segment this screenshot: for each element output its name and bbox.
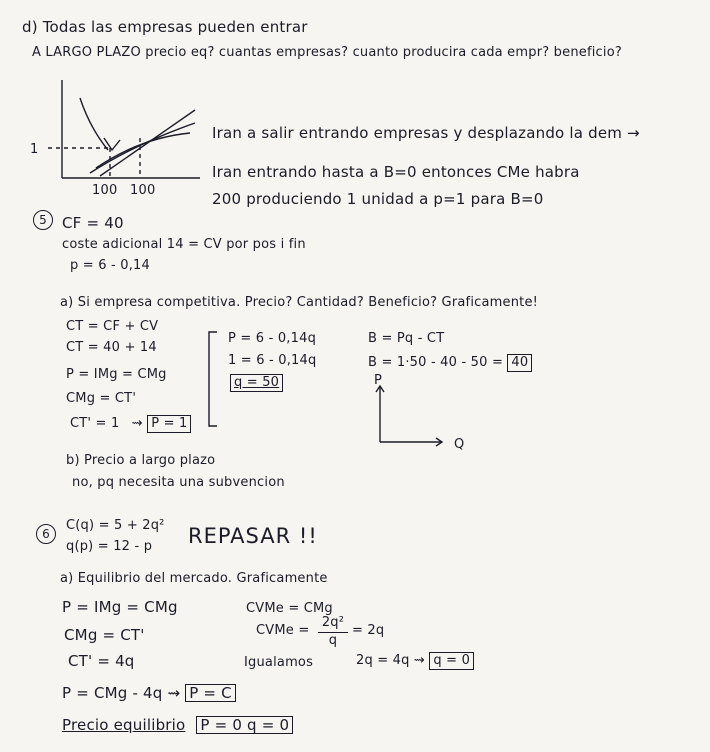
- p5-cf: CF = 40: [62, 214, 124, 232]
- p5-b1: B = Pq - CT: [368, 331, 445, 346]
- section-d-note-1: Iran a salir entrando empresas y desplazando la dem →: [212, 124, 640, 142]
- p6-p-img: P = IMg = CMg: [62, 598, 178, 616]
- p6-ct-prime: CT' = 4q: [68, 652, 135, 670]
- problem-5-number: 5: [33, 210, 53, 230]
- p5-ct1: CT = CF + CV: [66, 319, 159, 334]
- p6-cvme-cmg: CVMe = CMg: [246, 601, 333, 616]
- p6-iguala-eq: 2q = 4q ⇝: [356, 653, 426, 668]
- p6-qp: q(p) = 12 - p: [66, 539, 153, 554]
- p6-frac-den: q: [328, 633, 338, 648]
- p5-one-line: 1 = 6 - 0,14q: [228, 353, 317, 368]
- p5-b2-line: [368, 354, 532, 372]
- p5-ct2: CT = 40 + 14: [66, 340, 157, 355]
- p5-ct-prime-text: CT' = 1: [70, 416, 120, 431]
- p5-part-b-answer: no, pq necesita una subvencion: [72, 475, 285, 490]
- p5-brace: [205, 330, 219, 430]
- p6-p-line: [62, 684, 236, 702]
- p6-cvme-label: CVMe =: [256, 623, 310, 638]
- squiggle-arrow-icon: ⇝: [131, 416, 143, 431]
- section-d-note-3: 200 produciendo 1 unidad a p=1 para B=0: [212, 190, 544, 208]
- p6-iguala: Igualamos: [244, 655, 314, 670]
- p6-precio-eq-line: [62, 716, 293, 734]
- p5-q-result: [230, 374, 283, 392]
- section-d-note-2: Iran entrando hasta a B=0 entonces CMe habra: [212, 163, 580, 181]
- p6-precio-box: P = 0 q = 0: [196, 716, 293, 734]
- p5-part-b: b) Precio a largo plazo: [66, 453, 216, 468]
- p5-q-box: q = 50: [230, 374, 283, 392]
- problem-6-number: 6: [36, 524, 56, 544]
- p6-repasar: REPASAR !!: [188, 524, 318, 548]
- p6-cvme-res: = 2q: [352, 623, 385, 638]
- p5-ct-prime-box: P = 1: [147, 415, 191, 433]
- p5-demand: p = 6 - 0,14: [70, 258, 150, 273]
- p5-ct-prime: [70, 415, 191, 433]
- p5-coste: coste adicional 14 = CV por pos i fin: [62, 237, 306, 252]
- p5-axes: [372, 380, 452, 450]
- p6-iguala-box: q = 0: [429, 652, 474, 670]
- long-run-graph: [30, 78, 210, 198]
- section-d-heading: d) Todas las empresas pueden entrar: [22, 18, 308, 36]
- p6-cmg: CMg = CT': [64, 626, 145, 644]
- p6-part-a: a) Equilibrio del mercado. Graficamente: [60, 571, 328, 586]
- p6-p-box: P = C: [185, 684, 236, 702]
- p5-p-line: P = 6 - 0,14q: [228, 331, 317, 346]
- section-d-question: A LARGO PLAZO precio eq? cuantas empresas? cuanto producira cada empr? beneficio?: [32, 45, 622, 60]
- p6-iguala-line: [356, 652, 474, 670]
- p5-part-a: a) Si empresa competitiva. Precio? Cantidad? Beneficio? Graficamente!: [60, 295, 539, 310]
- graph-x-tick-1: 100: [92, 183, 118, 198]
- p5-b2: B = 1·50 - 40 - 50 =: [368, 355, 504, 370]
- p6-frac-num: 2q²: [318, 614, 348, 633]
- p5-axis-p: P: [374, 373, 383, 388]
- p5-p-eq: P = IMg = CMg: [66, 367, 167, 382]
- p6-cq: C(q) = 5 + 2q²: [66, 518, 165, 533]
- p5-cmg: CMg = CT': [66, 391, 137, 406]
- p6-p-line-text: P = CMg - 4q ⇝: [62, 684, 181, 702]
- p5-b2-box: 40: [507, 354, 532, 372]
- p5-axis-q: Q: [454, 437, 465, 452]
- p6-precio-eq: Precio equilibrio: [62, 716, 186, 734]
- graph-y-tick: 1: [30, 142, 39, 157]
- graph-x-tick-2: 100: [130, 183, 156, 198]
